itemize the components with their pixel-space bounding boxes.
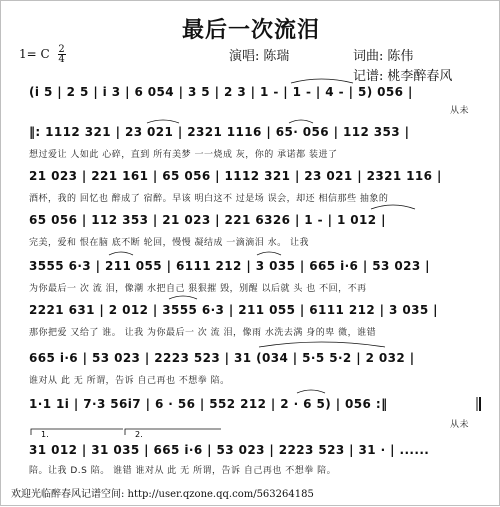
svg-text:2.: 2.: [135, 430, 143, 439]
score-row-4-notes: 65 056 | 112 353 | 21 023 | 221 6326 | 1 - | 1 012 |: [29, 213, 386, 227]
slur-mark: [109, 252, 133, 255]
score-row-3-lyrics: 酒杯，我的 回忆也 醉成了 宿醉。早该 明白这不 过是场 误会，却还 相信那些 抽象的: [29, 194, 389, 204]
score-row-4-lyrics: 完美，爱和 恨在脑 底不断 轮回，慢慢 凝结成 一滴滴泪 水。 让我: [29, 238, 310, 248]
score-row-7-notes: 665 i·6 | 53 023 | 2223 523 | 31 (034 | 5·5 5·2 | 2 032 |: [29, 351, 415, 365]
score-row-5-notes: 3555 6·3 | 211 055 | 6111 212 | 3 035 | 665 i·6 | 53 023 |: [29, 259, 430, 273]
score-row-2-notes: ‖: 1112 321 | 23 021 | 2321 1116 | 65· 056 | 112 353 |: [29, 125, 410, 139]
score-row-1-notes: (i 5 | 2 5 | i 3 | 6 054 | 3 5 | 2 3 | 1 - | 1 - | 4 - | 5) 056 |: [29, 85, 413, 99]
slur-mark: [291, 79, 353, 83]
score-markings: [1, 1, 500, 507]
score-row-5-lyrics: 为你最后一 次 流 泪，像潮 水把自己 狠狠摧 毁，别醒 以后就 头 也 不回，不再: [29, 284, 367, 294]
score-row-8-notes: 1·1 1i | 7·3 56i7 | 6 · 56 | 552 212 | 2 · 6 5) | 056 :‖: [29, 397, 388, 411]
score-row-8-lyrics: 从未: [449, 420, 469, 430]
footer-note: 欢迎光临醉春风记谱空间: http://user.qzone.qq.com/563264185: [11, 489, 314, 500]
slur-mark: [257, 252, 281, 255]
slur-mark: [147, 120, 179, 123]
time-top: 2: [58, 44, 65, 55]
slur-mark: [169, 296, 197, 299]
score-row-3-notes: 21 023 | 221 161 | 65 056 | 1112 321 | 23 021 | 2321 116 |: [29, 169, 442, 183]
score-row-9-notes: 31 012 | 31 035 | 665 i·6 | 53 023 | 2223 523 | 31 · | ......: [29, 443, 430, 457]
score-row-6-lyrics: 那你把爱 又给了 谁。 让我 为你最后一 次 流 泪，像雨 水洗去满 身的卑 微，谁错: [29, 328, 377, 338]
lyricist-label: 词曲:: [353, 49, 384, 64]
score-row-6-notes: 2221 631 | 2 012 | 3555 6·3 | 211 055 | 6111 212 | 3 035 |: [29, 303, 438, 317]
transcriber-label: 记谱:: [353, 69, 384, 84]
tie-mark: [371, 205, 415, 209]
time-bottom: 4: [58, 54, 65, 65]
song-title: 最后一次流泪: [181, 17, 320, 43]
slur-mark: [297, 390, 325, 393]
slur-mark: [289, 120, 313, 123]
lyricist-name: 陈伟: [387, 49, 414, 64]
slur-mark: [259, 342, 385, 347]
score-row-2-lyrics: 想过爱让 人如此 心碎，直到 所有美梦 一一烧成 灰，你的 承诺都 装进了: [29, 150, 338, 160]
singer-name: 陈瑞: [263, 49, 290, 64]
score-row-9-lyrics: 陪。让我 D.S 陪。 谁错 谁对从 此 无 所谓，告诉 自己再也 不想拳 陪。: [29, 466, 337, 476]
transcriber-name: 桃李醉春风: [387, 69, 453, 84]
key-label: 1= C: [19, 47, 50, 61]
score-row-1-lyrics: 从未: [449, 106, 469, 116]
score-row-7-lyrics: 谁对从 此 无 所谓，告诉 自己再也 不想拳 陪。: [29, 376, 230, 386]
svg-text:1.: 1.: [41, 430, 49, 439]
singer-label: 演唱:: [229, 49, 260, 64]
